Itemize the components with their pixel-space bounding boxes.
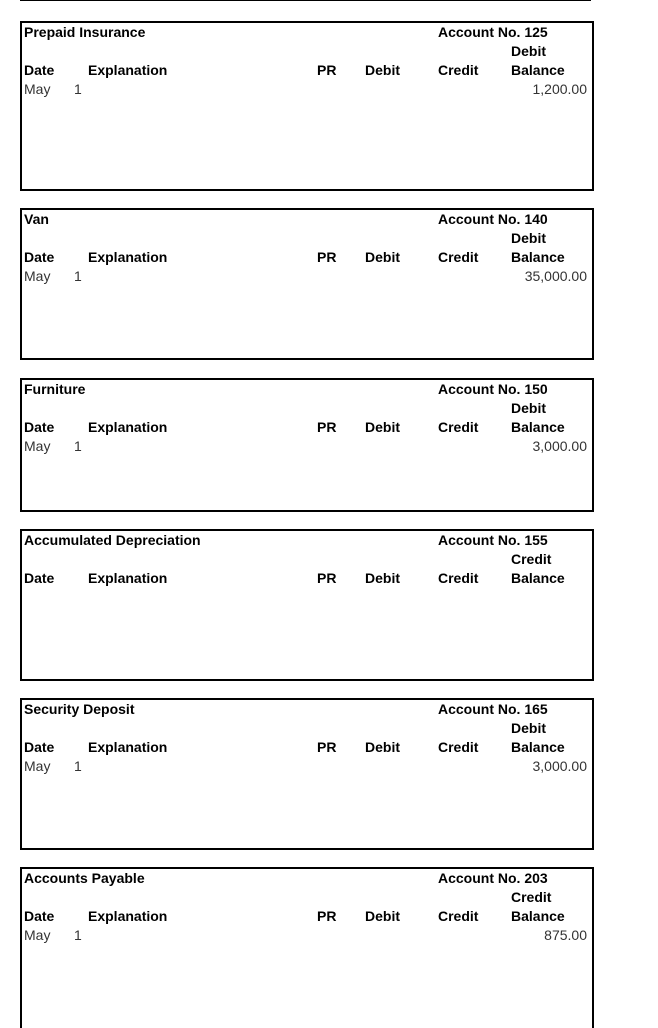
header-credit: Credit xyxy=(438,908,479,924)
account-number: Account No. 203 xyxy=(438,870,548,886)
header-date: Date xyxy=(24,62,55,78)
balance-type: Credit xyxy=(511,889,552,905)
header-date: Date xyxy=(24,739,55,755)
header-debit: Debit xyxy=(365,62,400,78)
row-date-month: May xyxy=(24,927,51,943)
header-credit: Credit xyxy=(438,249,479,265)
header-balance: Balance xyxy=(511,739,565,755)
account-number: Account No. 150 xyxy=(438,381,548,397)
row-date-month: May xyxy=(24,81,51,97)
header-date: Date xyxy=(24,419,55,435)
header-debit: Debit xyxy=(365,570,400,586)
ledger-title: Accounts Payable xyxy=(24,870,145,886)
header-explanation: Explanation xyxy=(88,908,168,924)
header-pr: PR xyxy=(317,739,337,755)
header-credit: Credit xyxy=(438,570,479,586)
header-debit: Debit xyxy=(365,739,400,755)
ledger-furniture xyxy=(20,378,594,512)
header-pr: PR xyxy=(317,419,337,435)
header-pr: PR xyxy=(317,570,337,586)
account-number: Account No. 155 xyxy=(438,532,548,548)
row-balance: 875.00 xyxy=(544,927,587,943)
ledger-prepaid-insurance xyxy=(20,21,594,191)
header-debit: Debit xyxy=(365,908,400,924)
account-number: Account No. 125 xyxy=(438,24,548,40)
ledger-van xyxy=(20,208,594,360)
row-balance: 3,000.00 xyxy=(532,438,587,454)
ledger-title: Security Deposit xyxy=(24,701,135,717)
header-explanation: Explanation xyxy=(88,62,168,78)
header-date: Date xyxy=(24,908,55,924)
account-number: Account No. 140 xyxy=(438,211,548,227)
header-debit: Debit xyxy=(365,419,400,435)
row-date-day: 1 xyxy=(74,927,82,943)
header-balance: Balance xyxy=(511,62,565,78)
balance-type: Debit xyxy=(511,400,546,416)
header-balance: Balance xyxy=(511,249,565,265)
header-balance: Balance xyxy=(511,570,565,586)
header-debit: Debit xyxy=(365,249,400,265)
balance-type: Debit xyxy=(511,720,546,736)
row-date-month: May xyxy=(24,758,51,774)
row-date-day: 1 xyxy=(74,268,82,284)
header-explanation: Explanation xyxy=(88,570,168,586)
ledger-title: Prepaid Insurance xyxy=(24,24,146,40)
ledger-title: Van xyxy=(24,211,49,227)
row-balance: 35,000.00 xyxy=(524,268,587,284)
ledger-accounts-payable xyxy=(20,867,594,1028)
header-credit: Credit xyxy=(438,419,479,435)
ledger-security-deposit xyxy=(20,698,594,850)
account-number: Account No. 165 xyxy=(438,701,548,717)
header-explanation: Explanation xyxy=(88,249,168,265)
row-balance: 3,000.00 xyxy=(532,758,587,774)
header-balance: Balance xyxy=(511,419,565,435)
previous-ledger-bottom xyxy=(20,0,591,1)
header-date: Date xyxy=(24,249,55,265)
balance-type: Credit xyxy=(511,551,552,567)
row-date-day: 1 xyxy=(74,81,82,97)
balance-type: Debit xyxy=(511,230,546,246)
ledger-title: Accumulated Depreciation xyxy=(24,532,201,548)
row-date-day: 1 xyxy=(74,758,82,774)
row-date-month: May xyxy=(24,438,51,454)
header-pr: PR xyxy=(317,249,337,265)
header-credit: Credit xyxy=(438,739,479,755)
header-date: Date xyxy=(24,570,55,586)
row-date-day: 1 xyxy=(74,438,82,454)
header-credit: Credit xyxy=(438,62,479,78)
header-balance: Balance xyxy=(511,908,565,924)
header-pr: PR xyxy=(317,908,337,924)
header-explanation: Explanation xyxy=(88,419,168,435)
row-balance: 1,200.00 xyxy=(532,81,587,97)
row-date-month: May xyxy=(24,268,51,284)
ledger-accumulated-depreciation xyxy=(20,529,594,681)
ledger-title: Furniture xyxy=(24,381,86,397)
balance-type: Debit xyxy=(511,43,546,59)
header-pr: PR xyxy=(317,62,337,78)
header-explanation: Explanation xyxy=(88,739,168,755)
